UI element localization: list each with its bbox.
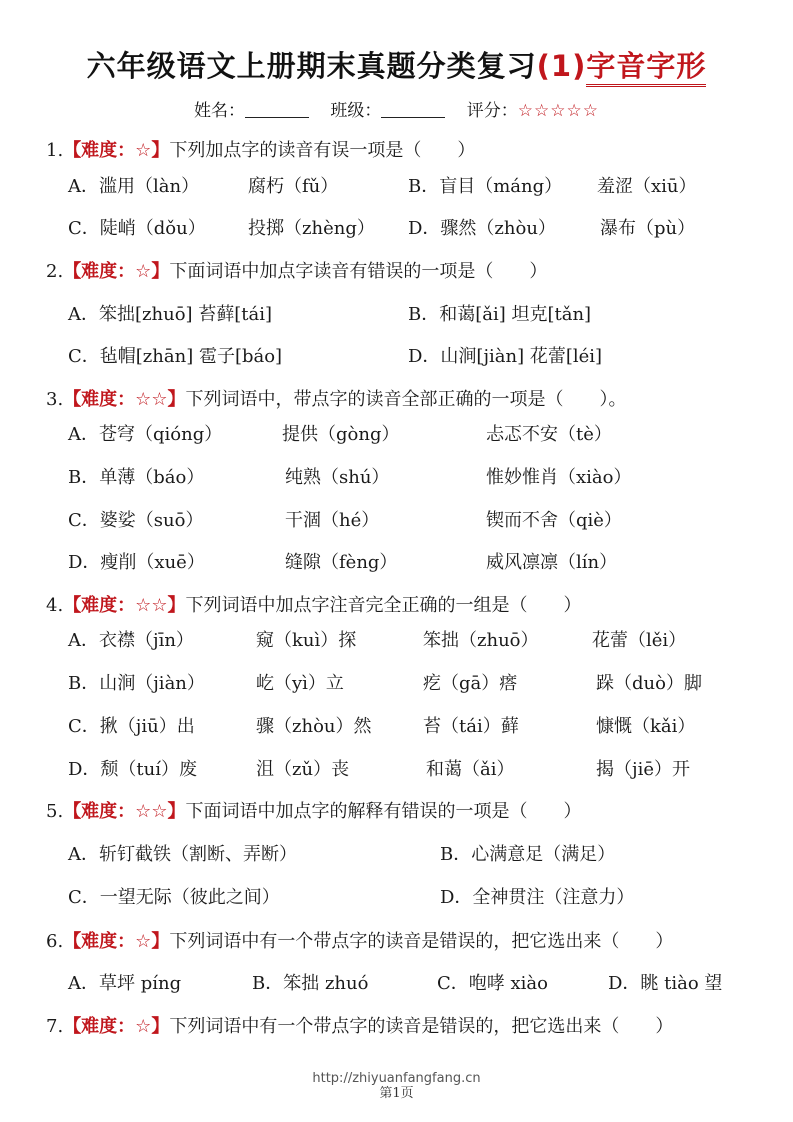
student-info [0, 96, 793, 121]
option-c: C．揪（jiū）出 [68, 716, 195, 737]
question-number: 1. [46, 140, 64, 161]
option-a-4: 花蕾（lěi） [592, 630, 687, 651]
question-number: 3. [46, 389, 64, 410]
option-d: D．全神贯注（注意力） [440, 887, 635, 908]
question-number: 4. [46, 595, 64, 616]
option-c: C．毡帽[zhān] 雹子[báo] [68, 346, 283, 367]
name-blank[interactable] [245, 102, 309, 118]
option-b: B．单薄（báo） [68, 467, 205, 488]
question-number: 6. [46, 931, 64, 952]
option-c-2: 投掷（zhèng） [248, 218, 375, 239]
question-number: 5. [46, 801, 64, 822]
class-label: 班级： [330, 101, 382, 121]
option-a-3: 笨拙（zhuō） [423, 630, 539, 651]
question-7 [46, 1012, 673, 1038]
difficulty-label: 【难度：☆】 [63, 1016, 170, 1037]
option-b: B．盲目（máng） [408, 176, 563, 197]
option-b: B．心满意足（满足） [440, 844, 616, 865]
question-number: 2. [46, 261, 64, 282]
title-main: 六年级语文上册期末真题分类复习 [86, 49, 537, 83]
question-text: 下列词语中加点字注音完全正确的一组是（ ） [185, 595, 582, 616]
option-d-2: 缝隙（fèng） [285, 552, 398, 573]
question-number: 7. [46, 1016, 64, 1037]
option-c-2: 骤（zhòu）然 [256, 716, 372, 737]
option-a: A．斩钉截铁（割断、弄断） [68, 844, 297, 865]
score-stars: ☆☆☆☆☆ [517, 101, 599, 121]
option-d-2: 瀑布（pù） [600, 218, 696, 239]
option-a: A．衣襟（jīn） [68, 630, 194, 651]
option-b-4: 跺（duò）脚 [596, 673, 702, 694]
question-text: 下面词语中加点字的解释有错误的一项是（ ） [185, 801, 582, 822]
question-text: 下列加点字的读音有误一项是（ ） [169, 140, 476, 161]
page-number: 第1页 [379, 1086, 414, 1101]
option-a-2: 窥（kuì）探 [256, 630, 357, 651]
option-a: A．苍穹（qióng） [68, 424, 223, 445]
name-label: 姓名： [193, 101, 245, 121]
difficulty-label: 【难度：☆☆】 [63, 389, 186, 410]
difficulty-label: 【难度：☆☆】 [63, 595, 186, 616]
score-label: 评分： [466, 101, 518, 121]
option-d-3: 威风凛凛（lín） [486, 552, 618, 573]
option-a-2: 提供（gòng） [282, 424, 400, 445]
question-text: 下面词语中加点字读音有错误的一项是（ ） [169, 261, 548, 282]
question-text: 下列词语中，带点字的读音全部正确的一项是（ ）。 [185, 389, 627, 410]
option-a: A．草坪 píng [68, 973, 182, 994]
option-d: D．瘦削（xuē） [68, 552, 205, 573]
option-a-3: 忐忑不安（tè） [486, 424, 612, 445]
option-d: D．骤然（zhòu） [408, 218, 556, 239]
option-c: C．婆娑（suō） [68, 510, 204, 531]
option-c-3: 锲而不舍（qiè） [486, 510, 622, 531]
question-text: 下列词语中有一个带点字的读音是错误的，把它选出来（ ） [169, 1016, 674, 1037]
option-b: B．和蔼[ǎi] 坦克[tǎn] [408, 304, 592, 325]
option-c: C．陡峭（dǒu） [68, 218, 206, 239]
option-b-2: 纯熟（shú） [285, 467, 390, 488]
option-b-3: 疙（gā）瘩 [423, 673, 518, 694]
question-text: 下列词语中有一个带点字的读音是错误的，把它选出来（ ） [169, 931, 674, 952]
option-c-4: 慷慨（kǎi） [596, 716, 696, 737]
footer-url[interactable]: http://zhiyuanfangfang.cn [312, 1071, 481, 1086]
option-a: A．滥用（làn） [68, 176, 200, 197]
option-d-2: 沮（zǔ）丧 [256, 759, 350, 780]
page-title [0, 44, 793, 85]
option-d-3: 和蔼（ǎi） [426, 759, 515, 780]
option-a: A．笨拙[zhuō] 苔藓[tái] [68, 304, 273, 325]
option-c: C．咆哮 xiào [437, 973, 548, 994]
option-b-2: 屹（yì）立 [256, 673, 344, 694]
option-d: D．山涧[jiàn] 花蕾[léi] [408, 346, 603, 367]
difficulty-label: 【难度：☆】 [63, 140, 170, 161]
title-number: (1) [536, 49, 587, 83]
question-1 [46, 136, 475, 162]
option-d: D．颓（tuí）废 [68, 759, 198, 780]
option-b-2: 羞涩（xiū） [597, 176, 697, 197]
option-a-2: 腐朽（fǔ） [248, 176, 339, 197]
option-d: D．眺 tiào 望 [608, 973, 723, 994]
difficulty-label: 【难度：☆】 [63, 261, 170, 282]
option-b: B．笨拙 zhuó [252, 973, 369, 994]
option-c: C．一望无际（彼此之间） [68, 887, 280, 908]
option-d-4: 揭（jiē）开 [596, 759, 690, 780]
title-topic: 字音字形 [586, 49, 706, 87]
question-4 [46, 591, 581, 617]
question-5 [46, 797, 581, 823]
question-6 [46, 927, 673, 953]
option-b: B．山涧（jiàn） [68, 673, 205, 694]
option-c-2: 干涸（hé） [285, 510, 380, 531]
difficulty-label: 【难度：☆】 [63, 931, 170, 952]
difficulty-label: 【难度：☆☆】 [63, 801, 186, 822]
question-3 [46, 385, 626, 411]
option-b-3: 惟妙惟肖（xiào） [486, 467, 632, 488]
question-2 [46, 257, 547, 283]
class-blank[interactable] [381, 102, 445, 118]
option-c-3: 苔（tái）藓 [423, 716, 519, 737]
